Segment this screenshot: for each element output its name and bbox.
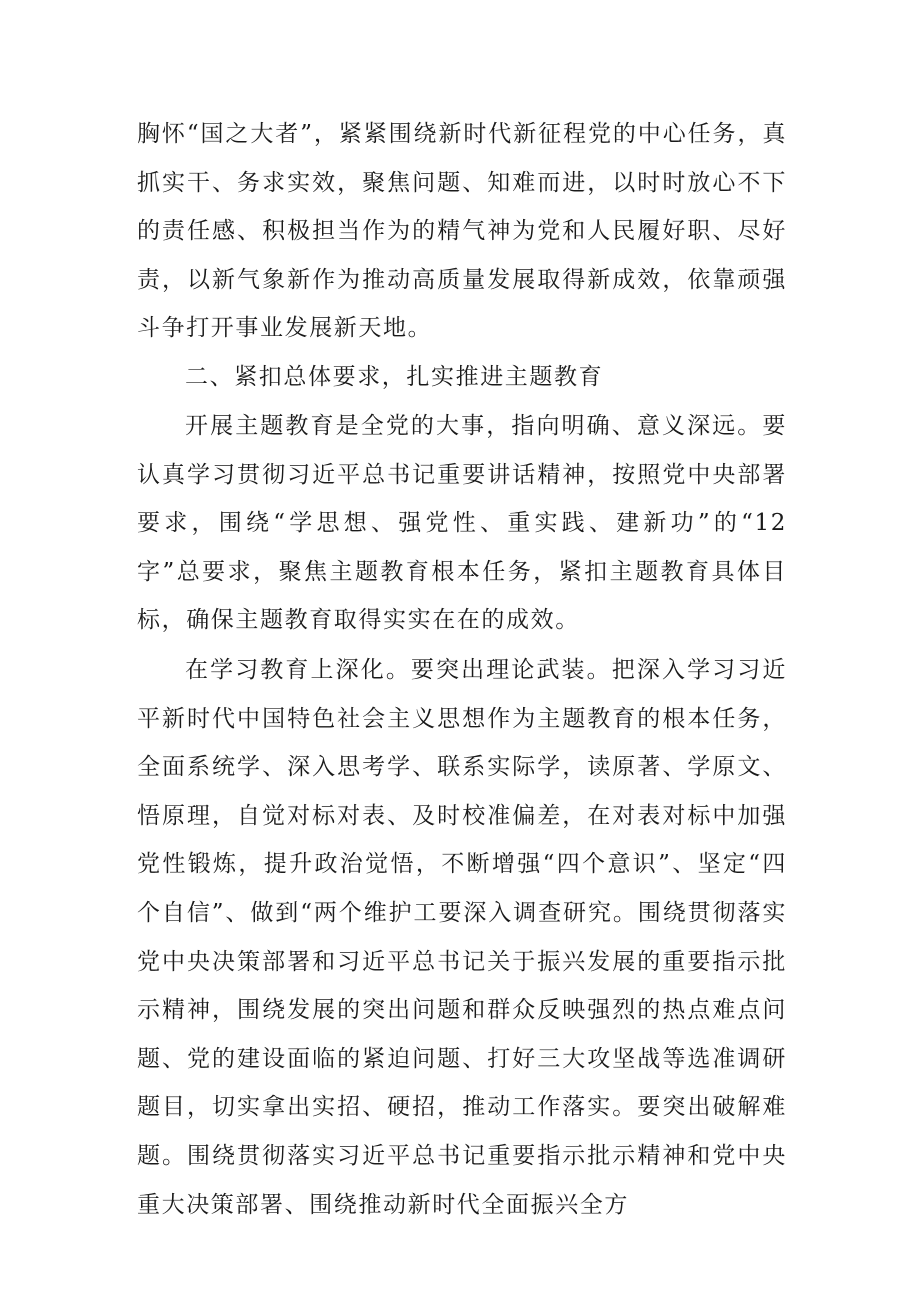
- paragraph-continuation: [137, 110, 787, 353]
- paragraph-study-education: [137, 646, 787, 1229]
- section-heading-text: 二、紧扣总体要求，扎实推进主题教育: [185, 364, 604, 390]
- paragraph-text: 在学习教育上深化。要突出理论武装。把深入学习习近平新时代中国特色社会主义思想作为主题教育的根本任务，全面系统学、深入思考学、联系实际学，读原著、学原文、悟原理，自觉对标对表、及时校准偏差，在对表对标中加强党性锻炼，提升政治觉悟，不断增强“四个意识”、坚定“四个自信”、做到“两个维护工要深入调查研究。围绕贯彻落实党中央决策部署和习近平总书记关于振兴发展的重要指示批示精神，围绕发展的突出问题和群众反映强烈的热点难点问题、党的建设面临的紧迫问题、打好三大攻坚战等选准调研题目，切实拿出实招、硬招，推动工作落实。要突出破解难题。围绕贯彻落实习近平总书记重要指示批示精神和党中央重大决策部署、围绕推动新时代全面振兴全方: [137, 657, 787, 1218]
- paragraph-text: 开展主题教育是全党的大事，指向明确、意义深远。要认真学习贯彻习近平总书记重要讲话精神，按照党中央部署要求，围绕“学思想、强党性、重实践、建新功”的“12字”总要求，聚焦主题教育根本任务，紧扣主题教育具体目标，确保主题教育取得实实在在的成效。: [137, 413, 787, 634]
- paragraph-text: 胸怀“国之大者”，紧紧围绕新时代新征程党的中心任务，真抓实干、务求实效，聚焦问题、知难而进，以时时放心不下的责任感、积极担当作为的精气神为党和人民履好职、尽好责，以新气象新作为推动高质量发展取得新成效，依靠顽强斗争打开事业发展新天地。: [137, 121, 787, 342]
- section-heading: [137, 353, 787, 402]
- paragraph-requirements: [137, 402, 787, 645]
